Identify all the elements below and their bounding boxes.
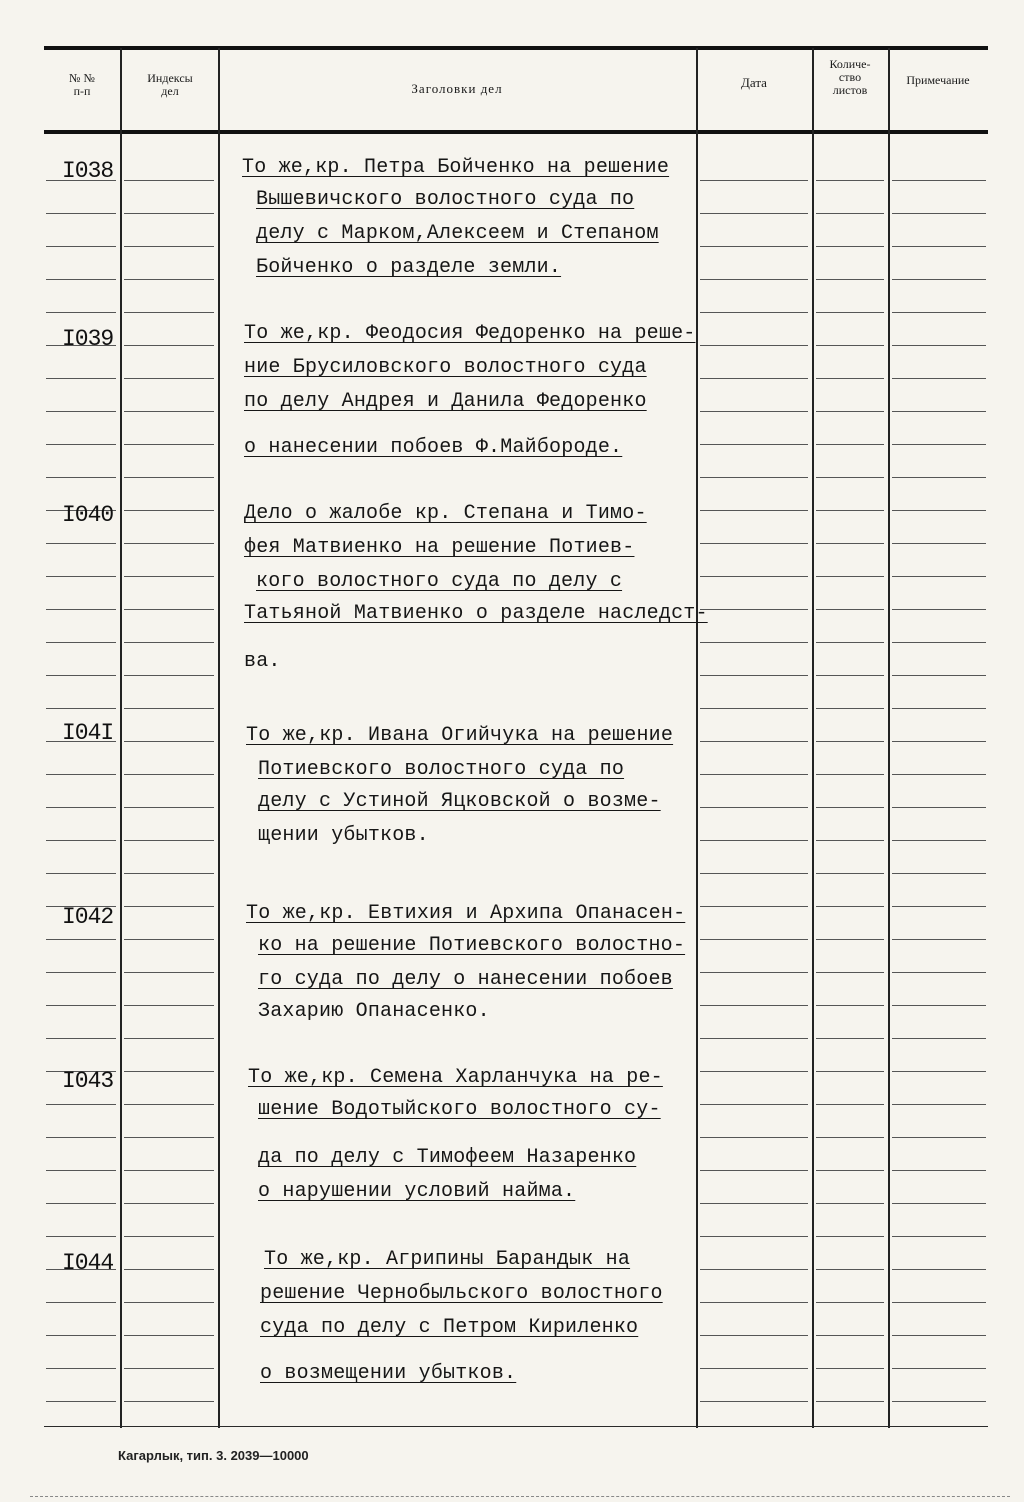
ruled-line [124,477,214,478]
ruled-line [124,1302,214,1303]
ruled-line [46,378,116,379]
ruled-line [892,1203,986,1204]
ruled-line [124,1401,214,1402]
ruled-line [816,807,884,808]
ruled-line [892,1368,986,1369]
ruled-line [124,444,214,445]
ruled-line [892,1005,986,1006]
ruled-line [124,576,214,577]
ruled-line [46,1104,116,1105]
ruled-line [46,609,116,610]
entry-title-line: ние Брусиловского волостного суда [244,356,647,379]
ruled-line [892,840,986,841]
ruled-line [816,477,884,478]
entry-number: I04I [62,720,114,746]
ruled-line [816,840,884,841]
column-divider [888,48,890,1428]
ruled-line [816,1302,884,1303]
ruled-line [124,1236,214,1237]
ruled-line [46,444,116,445]
ruled-line [892,543,986,544]
ruled-line [46,1335,116,1336]
entry-number: I038 [62,158,114,184]
ruled-line [816,378,884,379]
ruled-line [700,1038,808,1039]
ruled-line [700,873,808,874]
printer-imprint: Кагарлык, тип. 3. 2039—10000 [118,1448,309,1463]
entry-title-line: го суда по делу о нанесении побоев [258,968,673,991]
header-title: Заголовки дел [411,81,503,96]
ruled-line [892,246,986,247]
ruled-line [46,1401,116,1402]
ruled-line [124,1005,214,1006]
entry-title-line: шение Водотыйского волостного су- [258,1098,661,1121]
ruled-line [124,1137,214,1138]
ruled-line [124,312,214,313]
ruled-line [700,1104,808,1105]
ruled-line [892,576,986,577]
entry-title-line: Потиевского волостного суда по [258,758,625,781]
column-divider [812,48,814,1428]
entry-title-line: То же,кр. Агрипины Барандык на [264,1248,631,1271]
ruled-line [892,1038,986,1039]
ruled-line [700,840,808,841]
ruled-line [892,444,986,445]
ruled-line [124,1104,214,1105]
ruled-line [700,1269,808,1270]
entry-title-line: по делу Андрея и Данила Федоренко [244,390,647,413]
ruled-line [892,213,986,214]
ruled-line [892,675,986,676]
ruled-line [124,1038,214,1039]
ruled-line [816,774,884,775]
ruled-line [46,1302,116,1303]
ruled-line [816,1269,884,1270]
ruled-line [700,345,808,346]
entry-title-line: фея Матвиенко на решение Потиев- [244,536,635,559]
ruled-line [816,939,884,940]
ruled-line [816,873,884,874]
entry-title-line: ва. [244,650,281,673]
ruled-line [700,1401,808,1402]
ruled-line [816,1038,884,1039]
entry-number: I040 [62,502,114,528]
ruled-line [700,1236,808,1237]
ruled-line [46,675,116,676]
entry-title-line: да по делу с Тимофеем Назаренко [258,1146,637,1169]
ruled-line [892,708,986,709]
header-note: Примечание [906,73,970,87]
entry-title-line: То же,кр. Семена Харланчука на ре- [248,1066,663,1089]
header-sheets: Количе- ство листов [829,57,871,98]
ruled-line [816,411,884,412]
entry-title-line: о нанесении побоев Ф.Майбороде. [244,436,623,459]
ruled-line [700,312,808,313]
ruled-line [700,378,808,379]
ruled-line [700,972,808,973]
entry-title-line: делу с Устиной Яцковской о возме- [258,790,661,813]
ruled-line [124,1203,214,1204]
ruled-line [816,1203,884,1204]
ruled-line [892,1269,986,1270]
ruled-line [124,675,214,676]
ruled-line [124,213,214,214]
entry-title-line: Вышевичского волостного суда по [256,188,635,211]
ruled-line [816,345,884,346]
ruled-line [46,411,116,412]
ruled-line [124,510,214,511]
entry-title-line: Бойченко о разделе земли. [256,256,562,279]
ruled-line [816,279,884,280]
ruled-line [46,1203,116,1204]
ruled-line [892,1401,986,1402]
ruled-line [892,741,986,742]
ruled-line [816,1071,884,1072]
ruled-line [700,279,808,280]
ruled-line [892,774,986,775]
ruled-line [46,840,116,841]
ruled-line [892,411,986,412]
column-divider [696,48,698,1428]
ruled-line [46,543,116,544]
ruled-line [816,510,884,511]
entry-title-line: То же,кр. Феодосия Федоренко на реше- [244,322,696,345]
ruled-line [816,972,884,973]
ruled-line [816,1005,884,1006]
ruled-line [700,1368,808,1369]
ruled-line [892,279,986,280]
ruled-line [816,213,884,214]
ruled-line [816,642,884,643]
ruled-line [124,279,214,280]
ruled-line [892,477,986,478]
ruled-line [892,1071,986,1072]
ruled-line [700,906,808,907]
ruled-line [816,609,884,610]
ruled-line [46,972,116,973]
ruled-line [46,576,116,577]
ruled-line [124,345,214,346]
ruled-line [124,807,214,808]
ruled-line [124,939,214,940]
ruled-line [124,609,214,610]
entry-title-line: Дело о жалобе кр. Степана и Тимо- [244,502,647,525]
ruled-line [124,906,214,907]
ruled-line [46,1038,116,1039]
ruled-line [700,741,808,742]
ruled-line [892,1236,986,1237]
ruled-line [816,675,884,676]
ruled-line [700,1203,808,1204]
entry-title-line: То же,кр. Ивана Огийчука на решение [246,724,674,747]
ruled-line [700,642,808,643]
ruled-line [124,1170,214,1171]
ruled-line [46,642,116,643]
ruled-line [816,444,884,445]
entry-number: I044 [62,1250,114,1276]
entry-title-line: делу с Марком,Алексеем и Степаном [256,222,659,245]
ruled-line [700,675,808,676]
ruled-line [700,246,808,247]
top-rule [44,46,988,50]
header-number: № № п-п [69,71,95,99]
ruled-line [46,312,116,313]
entry-title-line: Татьяной Матвиенко о разделе наследст- [244,602,708,625]
ruled-line [46,246,116,247]
ruled-line [46,1236,116,1237]
ruled-line [700,180,808,181]
ruled-line [816,1104,884,1105]
ruled-line [816,708,884,709]
page-bottom-edge [30,1496,1010,1497]
ruled-line [124,246,214,247]
ruled-line [700,510,808,511]
ruled-line [816,246,884,247]
ruled-line [46,279,116,280]
ruled-line [816,1170,884,1171]
ruled-line [700,708,808,709]
ruled-line [892,939,986,940]
ruled-line [700,807,808,808]
ruled-line [700,1302,808,1303]
entry-number: I039 [62,326,114,352]
ruled-line [124,378,214,379]
ruled-line [700,576,808,577]
ruled-line [700,1137,808,1138]
ruled-line [892,1137,986,1138]
ruled-line [124,1071,214,1072]
ruled-line [892,642,986,643]
ruled-line [892,378,986,379]
ruled-line [124,411,214,412]
ruled-line [892,1170,986,1171]
ruled-line [46,774,116,775]
column-divider [218,48,220,1428]
entry-title-line: о нарушении условий найма. [258,1180,576,1203]
ruled-line [124,774,214,775]
ruled-line [816,1368,884,1369]
ruled-line [816,741,884,742]
entry-title-line: кого волостного суда по делу с [256,570,623,593]
entry-title-line: Захарию Опанасенко. [258,1000,490,1023]
ruled-line [46,1170,116,1171]
ruled-line [700,939,808,940]
ruled-line [124,840,214,841]
ruled-line [46,1137,116,1138]
ruled-line [46,807,116,808]
bottom-rule [44,1426,988,1427]
ruled-line [816,576,884,577]
ruled-line [892,906,986,907]
ruled-line [46,477,116,478]
header-date: Дата [741,75,767,90]
ruled-line [892,807,986,808]
ruled-line [124,543,214,544]
ruled-line [700,1071,808,1072]
header-rule [44,130,988,134]
ruled-line [124,180,214,181]
ruled-line [700,1005,808,1006]
ruled-line [816,906,884,907]
ruled-line [124,708,214,709]
ruled-line [892,1104,986,1105]
ruled-line [46,708,116,709]
ruled-line [46,939,116,940]
ruled-line [816,312,884,313]
entry-title-line: о возмещении убытков. [260,1362,517,1385]
ruled-line [892,1335,986,1336]
ruled-line [892,312,986,313]
ruled-line [700,411,808,412]
ruled-line [892,510,986,511]
ruled-line [892,1302,986,1303]
ruled-line [700,1335,808,1336]
ruled-line [700,609,808,610]
header-index: Индексы дел [147,71,193,99]
ruled-line [816,1137,884,1138]
ruled-line [892,873,986,874]
ruled-line [124,1368,214,1369]
ruled-line [124,1269,214,1270]
entry-title-line: То же,кр. Евтихия и Архипа Опанасен- [246,902,686,925]
ruled-line [124,1335,214,1336]
ruled-line [892,180,986,181]
ruled-line [816,1236,884,1237]
ruled-line [816,1401,884,1402]
ruled-line [700,444,808,445]
ruled-line [816,180,884,181]
ruled-line [124,972,214,973]
ruled-line [816,1335,884,1336]
ruled-line [700,543,808,544]
ruled-line [816,543,884,544]
ruled-line [892,972,986,973]
entry-title-line: щении убытков. [258,824,429,847]
ruled-line [700,213,808,214]
ruled-line [700,774,808,775]
ruled-line [46,213,116,214]
ruled-line [46,873,116,874]
entry-number: I042 [62,904,114,930]
ruled-line [124,642,214,643]
ruled-line [46,1368,116,1369]
ruled-line [892,345,986,346]
ruled-line [892,609,986,610]
ruled-line [124,873,214,874]
entry-title-line: То же,кр. Петра Бойченко на решение [242,156,670,179]
ruled-line [124,741,214,742]
ruled-line [700,477,808,478]
entry-number: I043 [62,1068,114,1094]
entry-title-line: решение Чернобыльского волостного [260,1282,663,1305]
ruled-line [46,1005,116,1006]
ruled-line [700,1170,808,1171]
entry-title-line: суда по делу с Петром Кириленко [260,1316,639,1339]
entry-title-line: ко на решение Потиевского волостно- [258,934,686,957]
